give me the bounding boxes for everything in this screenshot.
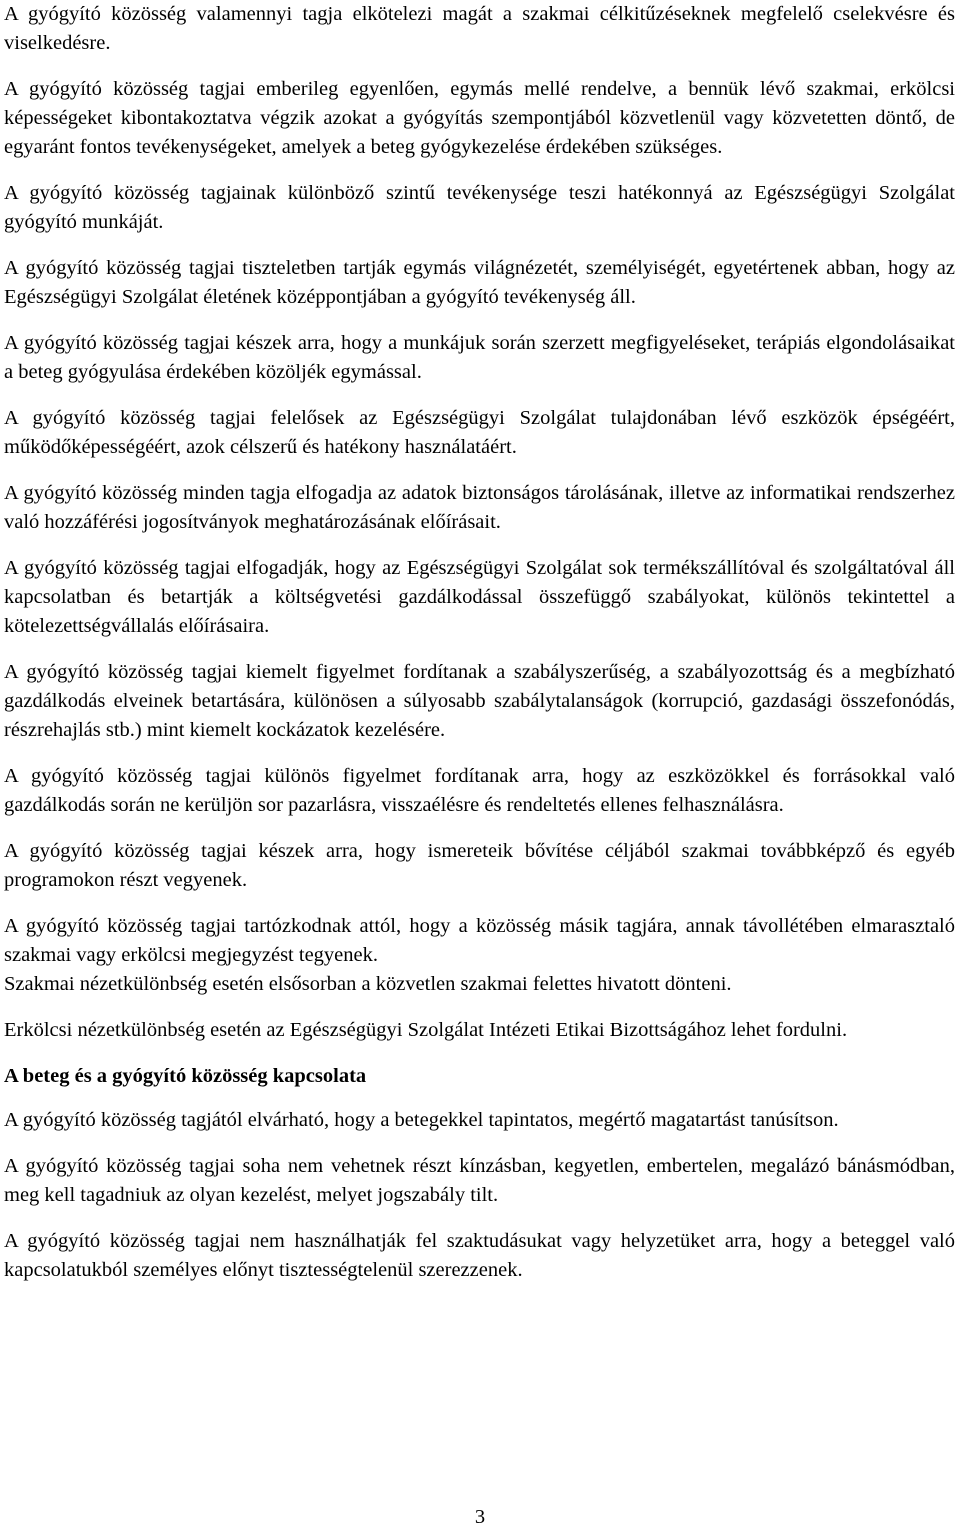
paragraph-equal-members: A gyógyító közösség tagjai emberileg egyenlően, egymás mellé rendelve, a bennük lévő szakmai, erkölcsi képességeket kibontakoztatva végzik azokat a gyógyítás szempontjából közvetlenül vagy közvetetten döntő, de egyaránt fontos tevékenységeket, amelyek a beteg gyógykezelése érdekében szükséges. bbox=[4, 78, 955, 158]
paragraph-equipment-responsibility: A gyógyító közösség tagjai felelősek az Egészségügyi Szolgálat tulajdonában lévő eszközök épségéért, működőképességéért, azok célszerű és hatékony használatáért. bbox=[4, 407, 955, 458]
paragraph-training: A gyógyító közösség tagjai készek arra, hogy ismereteik bővítése céljából szakmai továbbképző és egyéb programokon részt vegyenek. bbox=[4, 840, 955, 891]
paragraph-commitment: A gyógyító közösség valamennyi tagja elkötelezi magát a szakmai célkitűzéseknek megfelelő cselekvésre és viselkedésre. bbox=[4, 3, 955, 54]
paragraph-no-unfair-advantage: A gyógyító közösség tagjai nem használhatják fel szaktudásukat vagy helyzetüket arra, hogy a beteggel való kapcsolatukból személyes előnyt tisztességtelenül szerezzenek. bbox=[4, 1230, 955, 1281]
page-number: 3 bbox=[474, 1506, 486, 1528]
paragraph-professional-disagreement: Szakmai nézetkülönbség esetén elsősorban a közvetlen szakmai felettes hivatott dönteni. bbox=[4, 973, 732, 995]
document-page bbox=[4, 0, 955, 1302]
paragraph-resource-management: A gyógyító közösség tagjai különös figyelmet fordítanak arra, hogy az eszközökkel és forrásokkal való gazdálkodás során ne kerüljön sor pazarlásra, visszaélésre és rendeltetés ellenes felhasználásra. bbox=[4, 765, 955, 816]
paragraph-data-security: A gyógyító közösség minden tagja elfogadja az adatok biztonságos tárolásának, illetve az informatikai rendszerhez való hozzáférési jogosítványok meghatározásának előírásait. bbox=[4, 482, 955, 533]
paragraph-mutual-respect: A gyógyító közösség tagjai tiszteletben tartják egymás világnézetét, személyiségét, egyetértenek abban, hogy az Egészségügyi Szolgálat életének középpontjában a gyógyító tevékenység áll. bbox=[4, 257, 955, 308]
paragraph-effective-work: A gyógyító közösség tagjainak különböző szintű tevékenysége teszi hatékonnyá az Egészségügyi Szolgálat gyógyító munkáját. bbox=[4, 182, 955, 233]
paragraph-compliance: A gyógyító közösség tagjai kiemelt figyelmet fordítanak a szabályszerűség, a szabályozottság és a megbízható gazdálkodás elveinek betartására, különösen a súlyosabb szabálytalanságok (korrupció, gazdasági összefonódás, részrehajlás stb.) mint kiemelt kockázatok kezelésére. bbox=[4, 661, 955, 741]
paragraph-no-disparaging-remarks: A gyógyító közösség tagjai tartózkodnak attól, hogy a közösség másik tagjára, annak távollétében elmarasztaló szakmai vagy erkölcsi megjegyzést tegyenek. bbox=[4, 915, 955, 966]
paragraph-tactful-behavior: A gyógyító közösség tagjától elvárható, hogy a betegekkel tapintatos, megértő magatartást tanúsítson. bbox=[4, 1109, 839, 1131]
paragraph-ethical-disagreement: Erkölcsi nézetkülönbség esetén az Egészségügyi Szolgálat Intézeti Etikai Bizottságához lehet fordulni. bbox=[4, 1019, 848, 1041]
paragraph-suppliers: A gyógyító közösség tagjai elfogadják, hogy az Egészségügyi Szolgálat sok termékszállítóval és szolgáltatóval áll kapcsolatban és betartják a költségvetési gazdálkodással összefüggő szabályokat, különös tekintettel a kötelezettségvállalás előírásaira. bbox=[4, 557, 955, 637]
section-heading: A beteg és a gyógyító közösség kapcsolata bbox=[4, 1065, 367, 1087]
paragraph-no-torture: A gyógyító közösség tagjai soha nem vehetnek részt kínzásban, kegyetlen, embertelen, megalázó bánásmódban, meg kell tagadniuk az olyan kezelést, melyet jogszabály tilt. bbox=[4, 1155, 955, 1206]
paragraph-sharing-observations: A gyógyító közösség tagjai készek arra, hogy a munkájuk során szerzett megfigyeléseket, terápiás elgondolásaikat a beteg gyógyulása érdekében közöljék egymással. bbox=[4, 332, 955, 383]
